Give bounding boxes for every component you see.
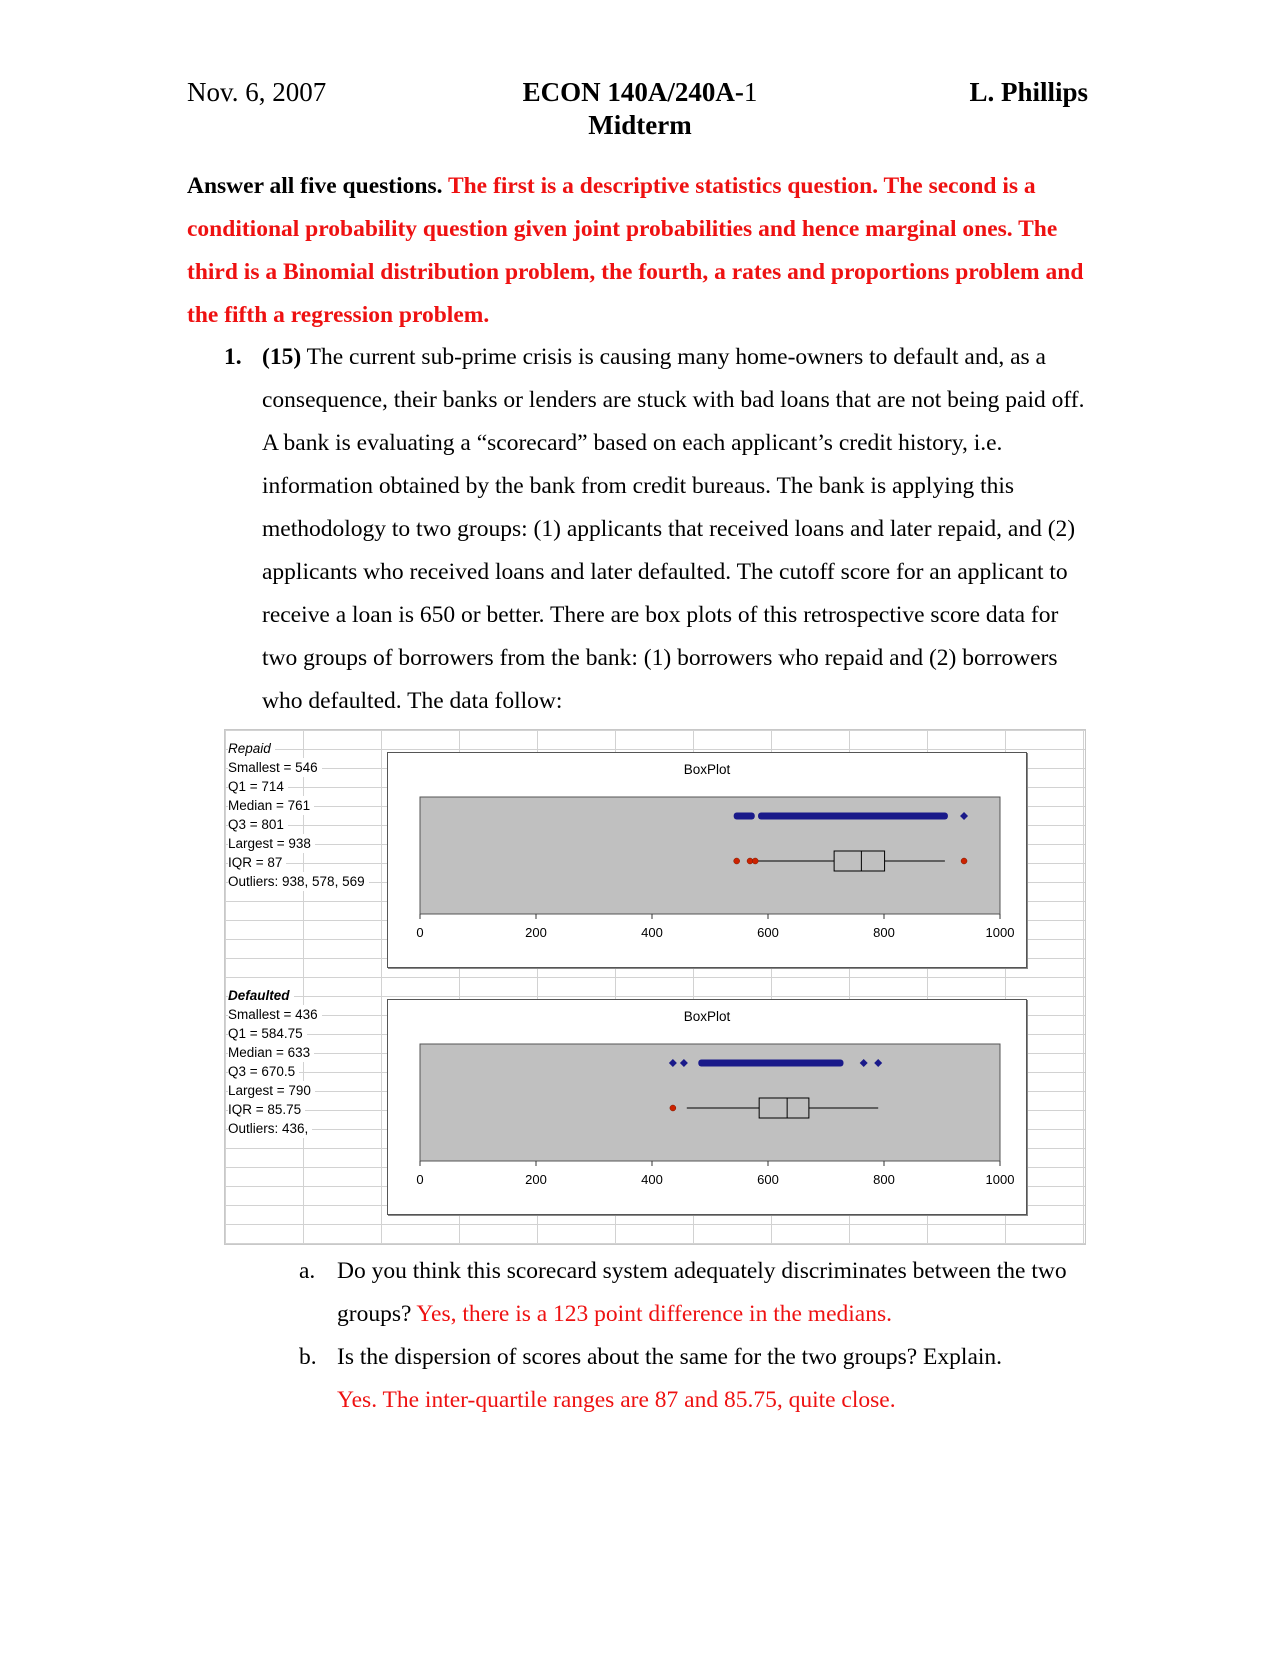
tick-label: 200 (525, 1172, 547, 1187)
defaulted-stat-line: Q3 = 670.5 (228, 1062, 299, 1081)
answer-body (337, 1250, 1097, 1336)
repaid-stat-line: Median = 761 (228, 796, 314, 815)
repaid-stats (228, 739, 369, 891)
repaid-stat-line: Q3 = 801 (228, 815, 288, 834)
defaulted-stat-line: Largest = 790 (228, 1081, 315, 1100)
question-points: (15) (262, 344, 302, 370)
data-point-cluster (698, 1060, 843, 1067)
tick-label: 800 (873, 925, 895, 940)
defaulted-boxplot-chart (387, 999, 1027, 1215)
instructions-red: The first is a descriptive statistics question. The second is a conditional probability question given joint probabilities and hence marginal ones. The third is a Binomial distribution problem, the fourth, a rates and proportions problem and the fifth a regression problem. (187, 173, 1084, 328)
defaulted-title: Defaulted (228, 986, 294, 1005)
spreadsheet-embed (224, 729, 1086, 1245)
tick-label: 0 (416, 1172, 424, 1187)
answer-text: Yes, there is a 123 point difference in the medians. (416, 1301, 892, 1327)
course-section: 1 (743, 77, 758, 107)
answer-label: b. (299, 1344, 317, 1370)
tick-label: 600 (757, 925, 779, 940)
repaid-stat-line: IQR = 87 (228, 853, 286, 872)
answer-text: Yes. The inter-quartile ranges are 87 and 85.75, quite close. (337, 1387, 896, 1413)
answer-body (337, 1336, 1097, 1422)
course-code: ECON 140A/240A- (522, 77, 744, 107)
answer-label: a. (299, 1258, 316, 1284)
repaid-boxplot-chart (387, 752, 1027, 968)
defaulted-stats (228, 986, 322, 1138)
sub-question: Do you think this scorecard system adequately discriminates between the two groups? (337, 1258, 1067, 1327)
question-1-text (262, 336, 1092, 723)
repaid-title: Repaid (228, 739, 275, 758)
tick-label: 600 (757, 1172, 779, 1187)
tick-label: 1000 (985, 925, 1015, 940)
chart-title: BoxPlot (683, 1009, 731, 1024)
instructor-name: L. Phillips (969, 77, 1088, 107)
exam-date: Nov. 6, 2007 (187, 77, 327, 107)
defaulted-stat-line: Q1 = 584.75 (228, 1024, 307, 1043)
repaid-stat-line: Smallest = 546 (228, 758, 322, 777)
instructions-bold: Answer all five questions. (187, 173, 443, 199)
data-point-cluster (758, 813, 948, 820)
outlier-point (734, 858, 740, 864)
tick-label: 1000 (985, 1172, 1015, 1187)
repaid-stat-line: Largest = 938 (228, 834, 315, 853)
defaulted-stat-line: Median = 633 (228, 1043, 314, 1062)
boxplot-svg (388, 1000, 1026, 1214)
question-number: 1. (224, 344, 242, 370)
repaid-stat-line: Outliers: 938, 578, 569 (228, 872, 369, 891)
defaulted-stat-line: Outliers: 436, (228, 1119, 312, 1138)
tick-label: 0 (416, 925, 424, 940)
instructions (187, 165, 1092, 337)
defaulted-stat-line: Smallest = 436 (228, 1005, 322, 1024)
course-title (0, 76, 1280, 142)
defaulted-stat-line: IQR = 85.75 (228, 1100, 305, 1119)
repaid-stat-line: Q1 = 714 (228, 777, 288, 796)
outlier-point (670, 1105, 676, 1111)
exam-name: Midterm (588, 110, 692, 140)
chart-title: BoxPlot (683, 762, 731, 777)
boxplot-svg (388, 753, 1026, 967)
tick-label: 200 (525, 925, 547, 940)
sub-question: Is the dispersion of scores about the same for the two groups? Explain. (337, 1344, 1003, 1370)
data-point-cluster (734, 813, 755, 820)
outlier-point (961, 858, 967, 864)
outlier-point (752, 858, 758, 864)
tick-label: 400 (641, 1172, 663, 1187)
tick-label: 800 (873, 1172, 895, 1187)
tick-label: 400 (641, 925, 663, 940)
question-body: The current sub-prime crisis is causing many home-owners to default and, as a consequence, their banks or lenders are stuck with bad loans that are not being paid off. A bank is evaluating a “scorecard” based on each applicant’s credit history, i.e. information obtained by the bank from credit bureaus. The bank is applying this methodology to two groups: (1) applicants that received loans and later repaid, and (2) applicants who received loans and later defaulted. The cutoff score for an applicant to receive a loan is 650 or better. There are box plots of this retrospective score data for two groups of borrowers from the bank: (1) borrowers who repaid and (2) borrowers who defaulted. The data follow: (262, 344, 1085, 714)
